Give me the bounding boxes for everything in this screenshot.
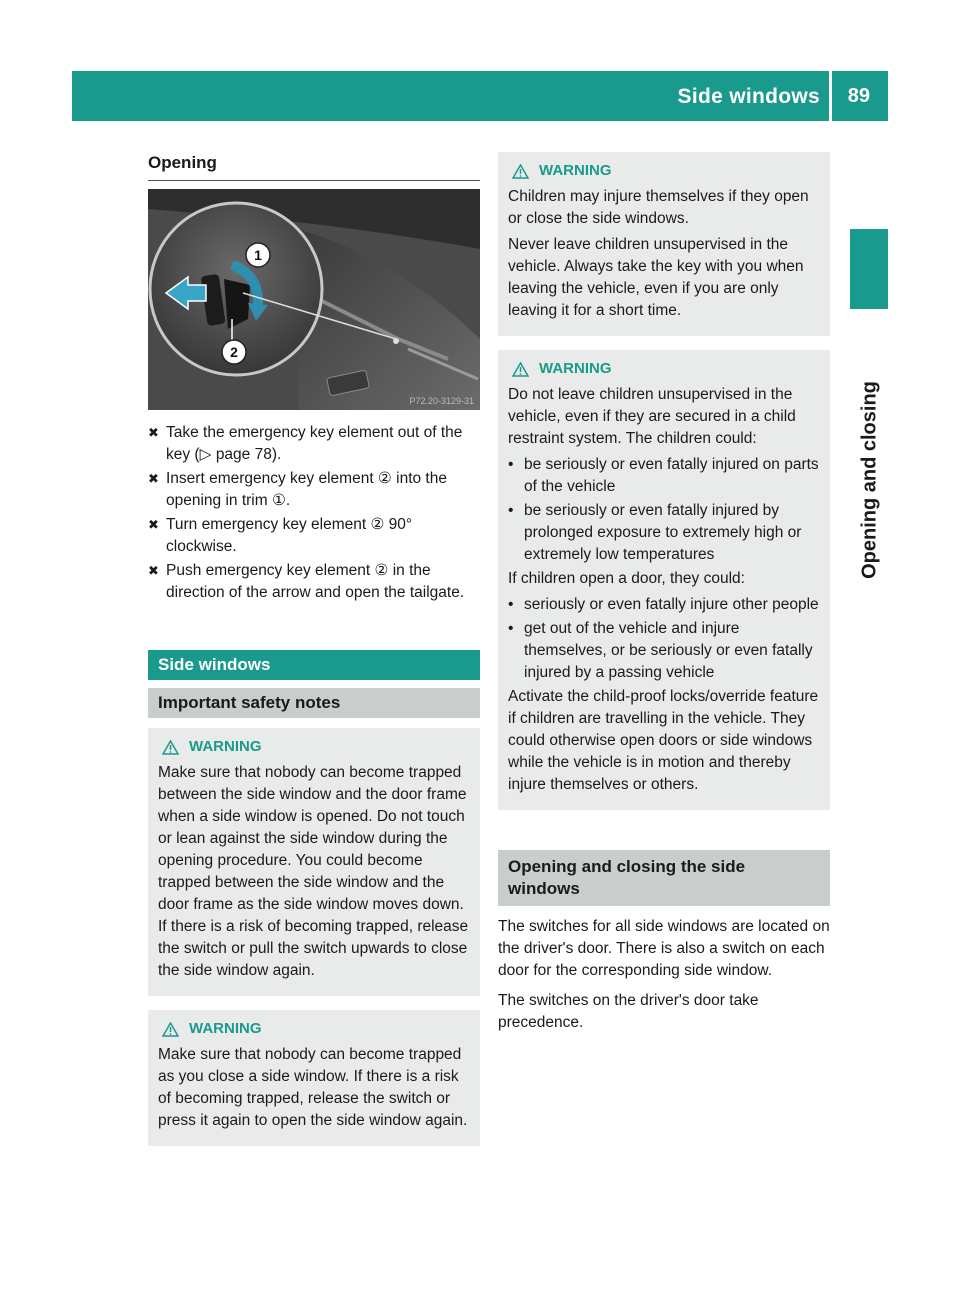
warning-box	[148, 728, 480, 996]
header-bar	[72, 71, 888, 121]
step-item: ✖ Push emergency key element ② in the direction of the arrow and open the tailgate.	[148, 560, 480, 604]
warning-text: Activate the child-proof locks/override feature if children are travelling in the vehicle. They could otherwise open doors or side windows while the vehicle is in motion and thereby injure themselves or others.	[508, 688, 819, 793]
callout-1: 1	[254, 247, 262, 263]
step-item: ✖ Take the emergency key element out of the key (▷ page 78).	[148, 422, 480, 466]
subsection-important-safety-notes: Important safety notes	[148, 688, 480, 718]
warning-triangle-icon	[512, 362, 529, 377]
step-arrow-icon: ✖	[148, 425, 159, 440]
warning-triangle-icon	[162, 740, 179, 755]
chapter-tab	[850, 229, 888, 309]
bullet-item: • be seriously or even fatally injured by prolonged exposure to extremely high or extremely low temperatures	[508, 502, 802, 563]
header-divider	[829, 71, 832, 121]
opening-heading: Opening	[148, 152, 480, 181]
warning-box	[498, 152, 830, 336]
warning-text: Make sure that nobody can become trapped as you close a side window. If there is a risk of becoming trapped, release the switch or press it again to open the side window again.	[158, 1046, 468, 1129]
warning-text: Children may injure themselves if they open or close the side windows.	[508, 188, 809, 227]
step-arrow-icon: ✖	[148, 563, 159, 578]
warning-label: WARNING	[539, 360, 612, 377]
warning-triangle-icon	[162, 1022, 179, 1037]
warning-triangle-icon	[512, 164, 529, 179]
left-column	[148, 152, 480, 1160]
warning-label: WARNING	[189, 1020, 262, 1037]
warning-text: Never leave children unsupervised in the vehicle. Always take the key with you when leaving the vehicle, even if you are only leaving it for a short time.	[508, 236, 804, 319]
warning-text: If children open a door, they could:	[508, 570, 745, 587]
step-item: ✖ Turn emergency key element ② 90° clockwise.	[148, 514, 480, 558]
warning-label: WARNING	[539, 162, 612, 179]
figure-reference: P72.20-3129-31	[409, 396, 474, 406]
section-title-opening-closing-side-windows: Opening and closing the side windows	[498, 850, 830, 906]
section-title-side-windows: Side windows	[148, 650, 480, 680]
callout-2: 2	[230, 344, 238, 360]
tailgate-trim-illustration	[148, 189, 480, 410]
body-paragraph: The switches for all side windows are located on the driver's door. There is also a switch on each door for the corresponding side window.	[498, 918, 830, 979]
warning-text: Do not leave children unsupervised in the vehicle, even if they are secured in a child restraint system. The children could:	[508, 386, 796, 447]
chapter-label: Opening and closing	[858, 381, 881, 579]
page-number: 89	[847, 85, 870, 107]
bullet-item: • get out of the vehicle and injure themselves, or be seriously or even fatally injured by a passing vehicle	[508, 620, 813, 681]
step-arrow-icon: ✖	[148, 471, 159, 486]
warning-label: WARNING	[189, 738, 262, 755]
bullet-item: • seriously or even fatally injure other people	[508, 596, 819, 613]
step-item: ✖ Insert emergency key element ② into the opening in trim ①.	[148, 468, 480, 512]
body-paragraph: The switches on the driver's door take precedence.	[498, 992, 759, 1031]
warning-text: Make sure that nobody can become trapped between the side window and the door frame when a side window is opened. Do not touch or lean against the side window during the opening procedure. You could become trapped between the side window and the door frame as the side window moves down. If there is a risk of becoming trapped, release the switch or pull the switch upwards to close the side window again.	[158, 764, 469, 979]
right-column	[498, 152, 830, 1042]
step-arrow-icon: ✖	[148, 517, 159, 532]
warning-box	[498, 350, 830, 810]
bullet-item: • be seriously or even fatally injured on parts of the vehicle	[508, 456, 819, 495]
header-title: Side windows	[677, 85, 820, 108]
warning-box	[148, 1010, 480, 1146]
